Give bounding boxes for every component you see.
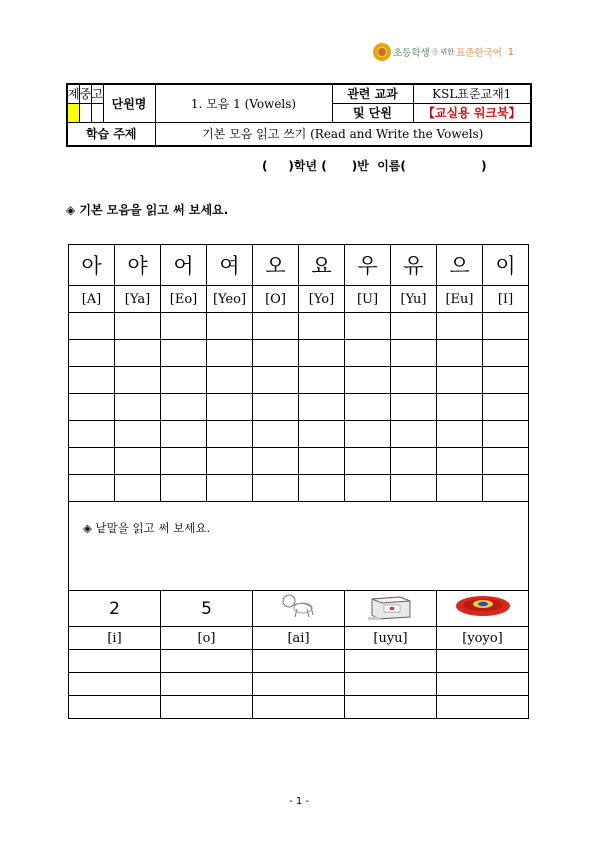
practice-cell[interactable]: [391, 448, 437, 475]
practice-cell[interactable]: [299, 448, 345, 475]
approval-mark-2: 중: [79, 84, 91, 103]
practice-cell[interactable]: [69, 313, 115, 340]
practice-cell[interactable]: [437, 421, 483, 448]
unit-label: 단원명: [103, 84, 155, 122]
yoyo-image: [437, 591, 529, 627]
practice-cell[interactable]: [391, 394, 437, 421]
practice-cell[interactable]: [207, 421, 253, 448]
practice-cell[interactable]: [161, 340, 207, 367]
vowel-cell: 여: [207, 245, 253, 286]
word-practice-cell[interactable]: [69, 673, 161, 696]
practice-cell[interactable]: [299, 340, 345, 367]
practice-cell[interactable]: [115, 475, 161, 502]
brand-text-3: 위한: [440, 48, 455, 56]
practice-cell[interactable]: [161, 421, 207, 448]
topic-text: 기본 모음 읽고 쓰기 (Read and Write the Vowels): [155, 122, 531, 146]
practice-cell[interactable]: [69, 448, 115, 475]
brand-text-5: 1: [507, 46, 514, 58]
practice-cell[interactable]: [299, 475, 345, 502]
practice-cell[interactable]: [391, 421, 437, 448]
brand-header: [373, 42, 514, 62]
unit-title: 1. 모음 1 (Vowels): [155, 84, 332, 122]
practice-cell[interactable]: [253, 394, 299, 421]
instruction-words: ◈ 낱말을 읽고 써 보세요.: [69, 502, 529, 591]
milk-carton-image: [345, 591, 437, 627]
word-practice-cell[interactable]: [345, 673, 437, 696]
school-logo-icon: [373, 43, 391, 61]
practice-cell[interactable]: [345, 475, 391, 502]
practice-cell[interactable]: [253, 340, 299, 367]
word-practice-cell[interactable]: [345, 696, 437, 719]
practice-cell[interactable]: [161, 394, 207, 421]
practice-cell[interactable]: [345, 448, 391, 475]
practice-cell[interactable]: [253, 448, 299, 475]
practice-cell[interactable]: [345, 367, 391, 394]
practice-cell[interactable]: [115, 448, 161, 475]
word-practice-cell[interactable]: [69, 696, 161, 719]
word-practice-cell[interactable]: [437, 696, 529, 719]
romanization-cell: [Eo]: [161, 286, 207, 313]
word-romanization: [uyu]: [345, 627, 437, 650]
practice-cell[interactable]: [207, 475, 253, 502]
word-practice-cell[interactable]: [253, 673, 345, 696]
baby-image: [253, 591, 345, 627]
vowel-cell: 아: [69, 245, 115, 286]
practice-cell[interactable]: [253, 475, 299, 502]
practice-cell[interactable]: [207, 313, 253, 340]
practice-cell[interactable]: [345, 340, 391, 367]
instruction-main: ◈ 기본 모음을 읽고 써 보세요.: [66, 203, 229, 217]
romanization-cell: [Yeo]: [207, 286, 253, 313]
practice-cell[interactable]: [69, 367, 115, 394]
word-romanization: [ai]: [253, 627, 345, 650]
practice-cell[interactable]: [437, 394, 483, 421]
practice-cell[interactable]: [437, 448, 483, 475]
practice-cell[interactable]: [69, 421, 115, 448]
word-number-5: 5: [161, 591, 253, 627]
practice-cell[interactable]: [161, 313, 207, 340]
word-number-2: 2: [69, 591, 161, 627]
romanization-cell: [O]: [253, 286, 299, 313]
practice-cell[interactable]: [69, 475, 115, 502]
practice-cell[interactable]: [161, 367, 207, 394]
practice-cell[interactable]: [207, 340, 253, 367]
vowel-cell: 요: [299, 245, 345, 286]
word-practice-cell[interactable]: [161, 696, 253, 719]
vowel-cell: 으: [437, 245, 483, 286]
practice-cell[interactable]: [161, 475, 207, 502]
milk-carton-icon: [364, 591, 418, 621]
brand-text-4: 표준한국어: [456, 48, 502, 59]
practice-cell[interactable]: [69, 394, 115, 421]
word-practice-cell[interactable]: [161, 650, 253, 673]
vowel-cell: 유: [391, 245, 437, 286]
practice-cell[interactable]: [115, 394, 161, 421]
related-label-2: 및 단원: [332, 103, 413, 122]
word-practice-cell[interactable]: [253, 650, 345, 673]
romanization-cell: [I]: [483, 286, 529, 313]
practice-cell[interactable]: [483, 421, 529, 448]
vowel-cell: 어: [161, 245, 207, 286]
romanization-cell: [Eu]: [437, 286, 483, 313]
baby-crawling-icon: [279, 591, 319, 621]
topic-label: 학습 주제: [67, 122, 155, 146]
practice-cell[interactable]: [115, 367, 161, 394]
practice-cell[interactable]: [69, 340, 115, 367]
practice-cell[interactable]: [437, 313, 483, 340]
related-label-1: 관련 교과: [332, 84, 413, 103]
approval-mark-3: 고: [91, 84, 103, 103]
practice-cell[interactable]: [115, 421, 161, 448]
vowel-cell: 오: [253, 245, 299, 286]
vowel-cell: 야: [115, 245, 161, 286]
info-table: [66, 83, 532, 147]
practice-cell[interactable]: [437, 475, 483, 502]
practice-cell[interactable]: [207, 394, 253, 421]
practice-cell[interactable]: [299, 313, 345, 340]
practice-cell[interactable]: [391, 475, 437, 502]
approval-check-1: [67, 103, 79, 122]
practice-cell[interactable]: [207, 448, 253, 475]
word-romanization: [i]: [69, 627, 161, 650]
vowel-cell: 이: [483, 245, 529, 286]
practice-cell[interactable]: [437, 367, 483, 394]
word-practice-cell[interactable]: [69, 650, 161, 673]
textbook-type: 【교실용 워크북】: [413, 103, 531, 122]
practice-cell[interactable]: [483, 394, 529, 421]
approval-check-2: [79, 103, 91, 122]
practice-cell[interactable]: [391, 367, 437, 394]
practice-cell[interactable]: [483, 475, 529, 502]
practice-cell[interactable]: [207, 367, 253, 394]
word-practice-cell[interactable]: [253, 696, 345, 719]
brand-text-2: 을: [431, 48, 439, 56]
practice-cell[interactable]: [115, 313, 161, 340]
word-romanization: [o]: [161, 627, 253, 650]
word-practice-cell[interactable]: [437, 673, 529, 696]
romanization-cell: [Ya]: [115, 286, 161, 313]
romanization-cell: [A]: [69, 286, 115, 313]
practice-cell[interactable]: [299, 394, 345, 421]
practice-cell[interactable]: [253, 313, 299, 340]
practice-cell[interactable]: [391, 313, 437, 340]
practice-cell[interactable]: [345, 313, 391, 340]
practice-cell[interactable]: [161, 448, 207, 475]
brand-text-1: 초등학생: [393, 48, 430, 59]
student-name-line: ( )학년 ( )반 이름( ): [262, 159, 487, 173]
practice-cell[interactable]: [345, 421, 391, 448]
approval-mark-1: 제: [67, 84, 79, 103]
yoyo-icon: [454, 594, 512, 618]
practice-cell[interactable]: [253, 367, 299, 394]
practice-cell[interactable]: [437, 340, 483, 367]
word-practice-cell[interactable]: [437, 650, 529, 673]
practice-cell[interactable]: [483, 448, 529, 475]
approval-check-3: [91, 103, 103, 122]
word-romanization: [yoyo]: [437, 627, 529, 650]
romanization-cell: [Yu]: [391, 286, 437, 313]
romanization-cell: [Yo]: [299, 286, 345, 313]
practice-cell[interactable]: [391, 340, 437, 367]
practice-cell[interactable]: [483, 313, 529, 340]
practice-cell[interactable]: [253, 421, 299, 448]
practice-cell[interactable]: [483, 340, 529, 367]
textbook-name: KSL표준교재1: [413, 84, 531, 103]
practice-cell[interactable]: [483, 367, 529, 394]
vowel-grid: [68, 244, 529, 719]
word-practice-cell[interactable]: [161, 673, 253, 696]
vowel-cell: 우: [345, 245, 391, 286]
word-practice-cell[interactable]: [345, 650, 437, 673]
practice-cell[interactable]: [299, 421, 345, 448]
page-number: - 1 -: [289, 796, 309, 807]
practice-cell[interactable]: [299, 367, 345, 394]
practice-cell[interactable]: [345, 394, 391, 421]
practice-cell[interactable]: [115, 340, 161, 367]
romanization-cell: [U]: [345, 286, 391, 313]
